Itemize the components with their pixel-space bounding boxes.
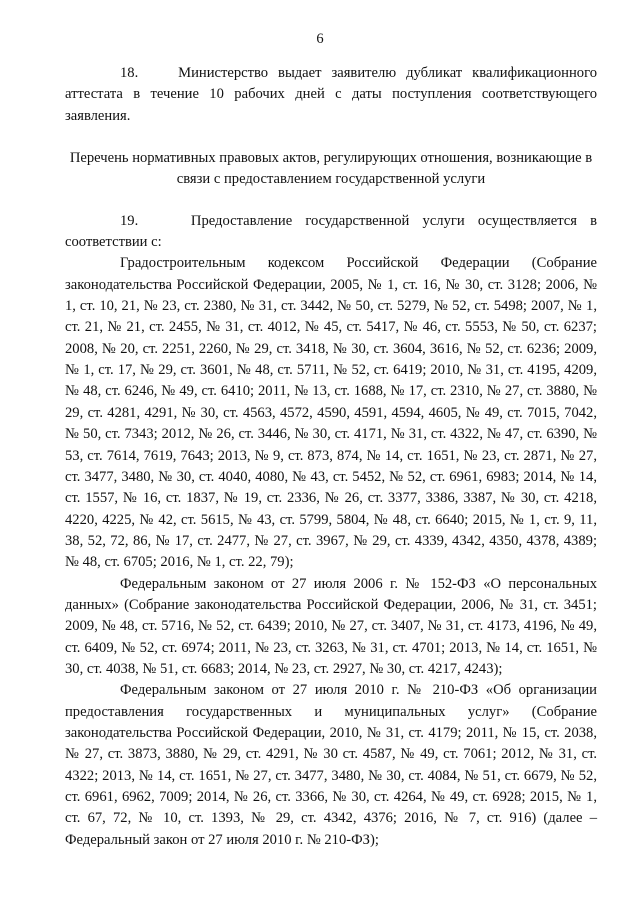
spacer [65,191,597,211]
clause-19-intro: 19. Предоставление государственной услуги осуществляется в соответствии с: [65,212,597,251]
section-title: Перечень нормативных правовых актов, регулирующих отношения, возникающие в связи с предоставлением государственной услуги [69,150,593,188]
urban-planning-code-paragraph: Градостроительным кодексом Российской Федерации (Собрание законодательства Российской Федерации, 2005, № 1, ст. 16, № 30, ст. 3128; 2006, № 1, ст. 10, 21, № 23, ст. 2380, № 31, ст. 3442, № 50, ст. 5279, № 52, ст. 5498; 2007, № 1, ст. 21, № 21, ст. 2455, № 31, ст. 4012, № 45, ст. 5417, № 46, ст. 5553, № 50, ст. 6237; 2008, № 20, ст. 2251, 2260, № 29, ст. 3418, № 30, ст. 3604, 3616, № 52, ст. 6236; 2009, № 1, ст. 17, № 29, ст. 3601, № 48, ст. 5711, № 52, ст. 6419; 2010, № 31, ст. 4195, 4209, № 48, ст. 6246, № 49, ст. 6410; 2011, № 13, ст. 1688, № 17, ст. 2310, № 27, ст. 3880, № 29, ст. 4281, 4291, № 30, ст. 4563, 4572, 4590, 4591, 4594, 4605, № 49, ст. 7015, 7042, № 50, ст. 7343; 2012, № 26, ст. 3446, № 30, ст. 4171, № 31, ст. 4322, № 47, ст. 6390, № 53, ст. 7614, 7619, 7643; 2013, № 9, ст. 873, 874, № 14, ст. 1651, № 23, ст. 2871, № 27, ст. 3477, 3480, № 30, ст. 4040, 4080, № 43, ст. 5452, № 52, ст. 6961, 6983; 2014, № 14, ст. 1557, № 16, ст. 1837, № 19, ст. 2336, № 26, ст. 3377, 3386, 3387, № 30, ст. 4218, 4220, 4225, № 42, ст. 5615, № 43, ст. 5799, 5804, № 48, ст. 6640; 2015, № 1, ст. 9, 11, 38, 52, 72, 86, № 17, ст. 2477, № 27, ст. 3967, № 29, ст. 4339, 4342, 4350, 4378, 4389; № 48, ст. 6705; 2016, № 1, ст. 22, 79); [65,255,597,571]
clause-18: 18. Министерство выдает заявителю дубликат квалификационного аттестата в течение 10 рабочих дней с даты поступления соответствующего заявления. [65,65,597,124]
page-number: 6 [316,31,324,47]
federal-law-210-paragraph: Федеральным законом от 27 июля 2010 г. № 210-ФЗ «Об организации предоставления государственных и муниципальных услуг» (Собрание законодательства Российской Федерации, 2010, № 31, ст. 4179; 2011, № 15, ст. 2038, № 27, ст. 3873, 3880, № 29, ст. 4291, № 30 ст. 4587, № 49, ст. 7061; 2012, № 31, ст. 4322; 2013, № 14, ст. 1651, № 27, ст. 3477, 3480, № 30, ст. 4084, № 51, ст. 6679, № 52, ст. 6961, 6962, 7009; 2014, № 26, ст. 3366, № 30, ст. 4264, № 49, ст. 6928; 2015, № 1, ст. 67, 72, № 10, ст. 1393, № 29, ст. 4342, 4376; 2016, № 7, ст. 916) (далее – Федеральный закон от 27 июля 2010 г. № 210-ФЗ); [65,682,597,848]
spacer [65,127,597,148]
document-body [65,63,597,851]
federal-law-152-paragraph: Федеральным законом от 27 июля 2006 г. № 152-ФЗ «О персональных данных» (Собрание законодательства Российской Федерации, 2006, № 31, ст. 3451; 2009, № 48, ст. 5716, № 52, ст. 6439; 2010, № 27, ст. 3407, № 31, ст. 4173, 4196, № 49, ст. 6409, № 52, ст. 6974; 2011, № 23, ст. 3263, № 31, ст. 4701; 2013, № 14, ст. 1651, № 30, ст. 4038, № 51, ст. 6683; 2014, № 23, ст. 2927, № 30, ст. 4217, 4243); [65,575,597,677]
